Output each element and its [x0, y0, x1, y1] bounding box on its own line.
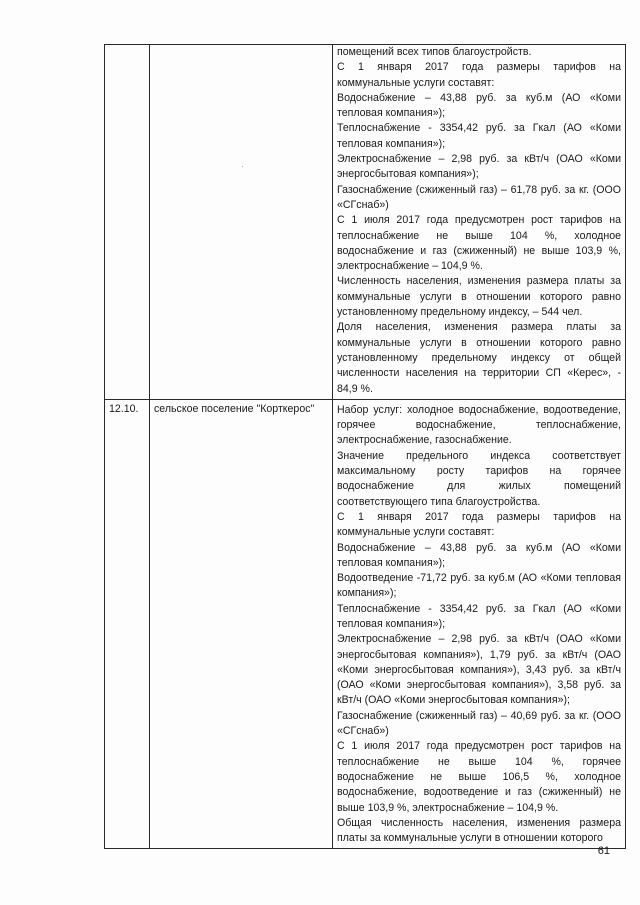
table-row: [105, 399, 626, 849]
description-paragraph: С 1 января 2017 года размеры тарифов на коммунальные услуги составят:: [337, 510, 621, 539]
description-paragraph: Электроснабжение – 2,98 руб. за кВт/ч (ОАО «Коми энергосбытовая компания»), 1,79 руб. за кВт/ч (ОАО «Коми энергосбытовая компания»), 3,43 руб. за кВт/ч (ОАО «Коми энергосбытовая компания»), 3,58 руб. за кВт/ч (ОАО «Коми энергосбытовая компания»);: [337, 633, 621, 707]
row-number-cell: 12.10.: [105, 399, 150, 849]
settlement-name-cell: сельское поселение "Корткерос": [150, 399, 333, 849]
description-paragraph: Газоснабжение (сжиженный газ) – 61,78 руб. за кг. (ООО «СГснаб»): [337, 183, 621, 211]
description-paragraph: Водоотведение -71,72 руб. за куб.м (АО «Коми тепловая компания»);: [337, 572, 621, 600]
description-cell: [333, 399, 626, 849]
description-paragraph: С 1 января 2017 года размеры тарифов на коммунальные услуги составят:: [337, 61, 621, 89]
description-paragraph: С 1 июля 2017 года предусмотрен рост тарифов на теплоснабжение не выше 104 %, горячее водоснабжение не выше 106,5 %, холодное водоснабжение, водоотведение и газ (сжиженный) не выше 103,9 %, электроснабжение – 104,9 %.: [337, 740, 621, 814]
description-paragraph: Водоснабжение – 43,88 руб. за куб.м (АО «Коми тепловая компания»);: [337, 91, 621, 120]
table-row: [105, 45, 626, 400]
description-paragraph: Численность населения, изменения размера платы за коммунальные услуги в отношении которого равно установленному предельному индексу, – 544 чел.: [337, 275, 621, 319]
description-paragraph: С 1 июля 2017 года предусмотрен рост тарифов на теплоснабжение не выше 104 %, холодное водоснабжение и газ (сжиженный) не выше 103,9 %, электроснабжение – 104,9 %.: [337, 214, 621, 273]
description-paragraph: Общая численность населения, изменения размера платы за коммунальные услуги в отношении которого: [337, 816, 621, 845]
page-number: 61: [597, 845, 610, 857]
description-paragraph: Электроснабжение – 2,98 руб. за кВт/ч (ОАО «Коми энергосбытовая компания»);: [337, 153, 621, 181]
description-paragraph: Теплоснабжение - 3354,42 руб. за Гкал (АО «Коми тепловая компания»);: [337, 122, 621, 150]
description-paragraph: Водоснабжение – 43,88 руб. за куб.м (АО «Коми тепловая компания»);: [337, 541, 621, 569]
description-paragraph: помещений всех типов благоустройств.: [337, 46, 532, 58]
description-paragraph: Теплоснабжение - 3354,42 руб. за Гкал (АО «Коми тепловая компания»);: [337, 602, 621, 630]
description-paragraph: Газоснабжение (сжиженный газ) – 40,69 руб. за кг. (ООО «СГснаб»): [337, 709, 621, 738]
row-number-cell: [105, 45, 150, 400]
description-paragraph: Значение предельного индекса соответствует максимальному росту тарифов на горячее водоснабжение для жилых помещений соответствующего типа благоустройства.: [337, 449, 621, 508]
description-paragraph: Набор услуг: холодное водоснабжение, водоотведение, горячее водоснабжение, теплоснабжение, электроснабжение, газоснабжение.: [337, 403, 621, 447]
settlement-name-cell: [150, 45, 333, 400]
description-cell: [333, 45, 626, 400]
tariff-table: [104, 44, 626, 849]
description-paragraph: Доля населения, изменения размера платы за коммунальные услуги в отношении которого равно установленному предельному индексу от общей численности населения на территории СП «Керес», - 84,9 %.: [337, 321, 621, 395]
